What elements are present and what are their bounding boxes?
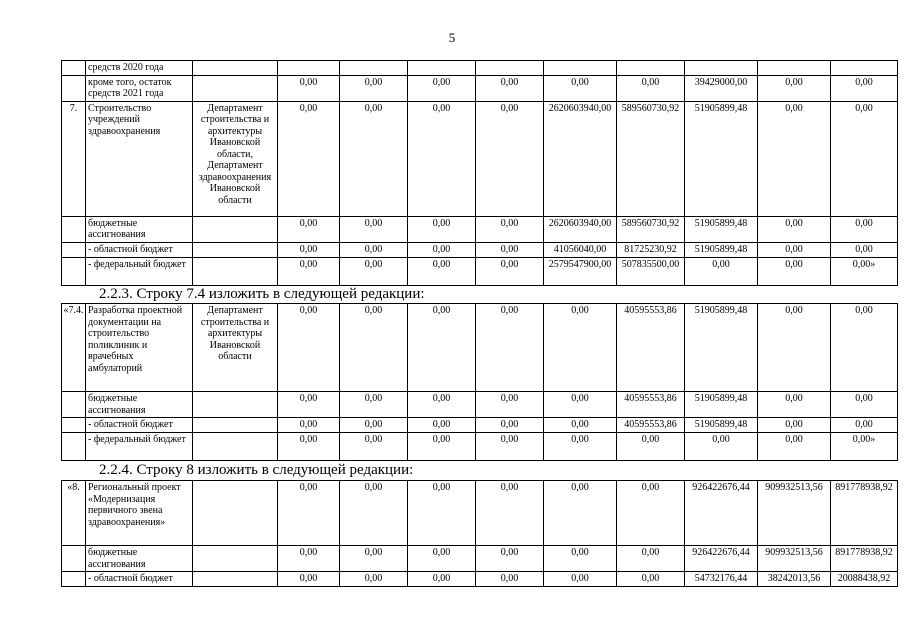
- amount-cell: 0,00: [758, 304, 831, 392]
- amount-cell: 0,00: [758, 75, 831, 101]
- row-number-cell: «7.4.: [62, 304, 86, 392]
- amount-cell: 507835500,00: [617, 257, 685, 285]
- amount-cell: 0,00: [544, 392, 617, 418]
- amount-cell: 0,00: [408, 257, 476, 285]
- amount-cell: 41056040,00: [544, 242, 617, 257]
- amount-cell: 0,00: [685, 432, 758, 460]
- amount-cell: 0,00: [476, 481, 544, 546]
- department-cell: [193, 75, 278, 101]
- amount-cell: 891778938,92: [831, 546, 898, 572]
- amount-cell: 0,00: [544, 418, 617, 433]
- amount-cell: 0,00: [340, 481, 408, 546]
- amount-cell: 909932513,56: [758, 546, 831, 572]
- row-number-cell: [62, 418, 86, 433]
- amount-cell: 0,00: [617, 572, 685, 587]
- amount-cell: 0,00: [408, 392, 476, 418]
- amount-cell: 54732176,44: [685, 572, 758, 587]
- amount-cell: 0,00: [685, 257, 758, 285]
- budget-table-row-7-4: [61, 303, 898, 461]
- amount-cell: 0,00: [408, 304, 476, 392]
- amount-cell: 0,00: [476, 392, 544, 418]
- amount-cell: 0,00: [544, 304, 617, 392]
- amount-cell: 926422676,44: [685, 546, 758, 572]
- amount-cell: 0,00: [278, 75, 340, 101]
- amount-cell: 0,00: [544, 546, 617, 572]
- amount-cell: [685, 61, 758, 76]
- amount-cell: 0,00: [278, 432, 340, 460]
- department-cell: [193, 572, 278, 587]
- amount-cell: [278, 61, 340, 76]
- amount-cell: 0,00: [758, 216, 831, 242]
- amount-cell: [617, 61, 685, 76]
- row-number-cell: [62, 572, 86, 587]
- amount-cell: 0,00: [476, 418, 544, 433]
- amount-cell: 0,00: [278, 257, 340, 285]
- amount-cell: 0,00: [278, 546, 340, 572]
- amount-cell: 2620603940,00: [544, 101, 617, 216]
- row-number-cell: [62, 257, 86, 285]
- amount-cell: 0,00: [408, 418, 476, 433]
- budget-table-continuation: [61, 60, 898, 286]
- amount-cell: 0,00: [408, 242, 476, 257]
- amount-cell: 0,00: [758, 101, 831, 216]
- amount-cell: 0,00: [758, 392, 831, 418]
- amount-cell: 0,00: [340, 392, 408, 418]
- amount-cell: 926422676,44: [685, 481, 758, 546]
- table-row: [62, 418, 898, 433]
- amount-cell: 909932513,56: [758, 481, 831, 546]
- department-cell: [193, 481, 278, 546]
- row-label-cell: Разработка проектной документации на строительство поликлиник и врачебных амбулаторий: [86, 304, 193, 392]
- amount-cell: 0,00: [831, 242, 898, 257]
- amount-cell: 51905899,48: [685, 418, 758, 433]
- amount-cell: 0,00: [476, 572, 544, 587]
- row-number-cell: [62, 432, 86, 460]
- table-row: [62, 572, 898, 587]
- amount-cell: 0,00: [617, 75, 685, 101]
- amount-cell: 51905899,48: [685, 242, 758, 257]
- table-row: [62, 216, 898, 242]
- amount-cell: 0,00: [476, 304, 544, 392]
- section-heading-2-2-4: 2.2.4. Строку 8 изложить в следующей редакции:: [99, 462, 414, 478]
- amount-cell: 20088438,92: [831, 572, 898, 587]
- amount-cell: 51905899,48: [685, 216, 758, 242]
- table-row: [62, 242, 898, 257]
- amount-cell: 40595553,86: [617, 304, 685, 392]
- department-cell: [193, 418, 278, 433]
- table-row: [62, 304, 898, 392]
- amount-cell: 0,00: [831, 418, 898, 433]
- amount-cell: 0,00: [408, 546, 476, 572]
- amount-cell: 0,00: [340, 216, 408, 242]
- row-label-cell: бюджетные ассигнования: [86, 392, 193, 418]
- amount-cell: 38242013,56: [758, 572, 831, 587]
- department-cell: [193, 257, 278, 285]
- amount-cell: 0,00: [278, 216, 340, 242]
- amount-cell: 0,00: [278, 392, 340, 418]
- amount-cell: 0,00: [831, 304, 898, 392]
- amount-cell: 0,00: [758, 257, 831, 285]
- amount-cell: 0,00: [476, 101, 544, 216]
- department-cell: [193, 242, 278, 257]
- amount-cell: 0,00: [340, 257, 408, 285]
- amount-cell: 0,00: [831, 75, 898, 101]
- table-row: [62, 481, 898, 546]
- row-number-cell: 7.: [62, 101, 86, 216]
- amount-cell: 589560730,92: [617, 101, 685, 216]
- amount-cell: 0,00: [408, 432, 476, 460]
- amount-cell: 0,00»: [831, 257, 898, 285]
- amount-cell: 0,00: [617, 432, 685, 460]
- table-row: [62, 101, 898, 216]
- amount-cell: 0,00: [617, 481, 685, 546]
- amount-cell: 0,00: [617, 546, 685, 572]
- amount-cell: 0,00: [758, 242, 831, 257]
- amount-cell: 0,00: [278, 418, 340, 433]
- amount-cell: 0,00: [278, 101, 340, 216]
- row-number-cell: [62, 392, 86, 418]
- amount-cell: [340, 61, 408, 76]
- department-cell: [193, 392, 278, 418]
- amount-cell: 0,00: [544, 432, 617, 460]
- table-row: [62, 61, 898, 76]
- amount-cell: 0,00: [340, 572, 408, 587]
- row-number-cell: [62, 75, 86, 101]
- amount-cell: 0,00: [544, 572, 617, 587]
- row-label-cell: Региональный проект «Модернизация первичного звена здравоохранения»: [86, 481, 193, 546]
- amount-cell: 0,00: [408, 216, 476, 242]
- table-row: [62, 75, 898, 101]
- amount-cell: 0,00: [544, 481, 617, 546]
- department-cell: [193, 216, 278, 242]
- row-number-cell: «8.: [62, 481, 86, 546]
- amount-cell: 40595553,86: [617, 392, 685, 418]
- department-cell: Департамент строительства и архитектуры Ивановской области: [193, 304, 278, 392]
- amount-cell: 0,00: [340, 242, 408, 257]
- amount-cell: 0,00: [831, 216, 898, 242]
- amount-cell: 0,00: [476, 257, 544, 285]
- amount-cell: 81725230,92: [617, 242, 685, 257]
- table-row: [62, 546, 898, 572]
- amount-cell: 2579547900,00: [544, 257, 617, 285]
- amount-cell: [408, 61, 476, 76]
- amount-cell: 51905899,48: [685, 101, 758, 216]
- amount-cell: 0,00: [340, 432, 408, 460]
- amount-cell: 0,00: [340, 101, 408, 216]
- budget-table-row-8: [61, 480, 898, 587]
- row-label-cell: - областной бюджет: [86, 418, 193, 433]
- amount-cell: 0,00: [278, 242, 340, 257]
- amount-cell: 0,00: [340, 304, 408, 392]
- amount-cell: 51905899,48: [685, 304, 758, 392]
- amount-cell: [758, 61, 831, 76]
- row-label-cell: - федеральный бюджет: [86, 432, 193, 460]
- section-heading-2-2-3: 2.2.3. Строку 7.4 изложить в следующей редакции:: [99, 286, 425, 302]
- row-label-cell: - федеральный бюджет: [86, 257, 193, 285]
- amount-cell: 0,00: [340, 418, 408, 433]
- department-cell: [193, 432, 278, 460]
- table-row: [62, 257, 898, 285]
- table-row: [62, 432, 898, 460]
- amount-cell: 0,00: [476, 546, 544, 572]
- amount-cell: 891778938,92: [831, 481, 898, 546]
- amount-cell: 0,00: [476, 75, 544, 101]
- amount-cell: 0,00: [408, 101, 476, 216]
- row-number-cell: [62, 61, 86, 76]
- amount-cell: 0,00: [476, 216, 544, 242]
- amount-cell: 0,00: [408, 572, 476, 587]
- amount-cell: 0,00: [278, 481, 340, 546]
- amount-cell: 0,00: [758, 418, 831, 433]
- amount-cell: 40595553,86: [617, 418, 685, 433]
- amount-cell: 0,00: [340, 75, 408, 101]
- amount-cell: 0,00: [476, 242, 544, 257]
- row-label-cell: Строительство учреждений здравоохранения: [86, 101, 193, 216]
- amount-cell: 0,00: [278, 572, 340, 587]
- amount-cell: 0,00: [408, 481, 476, 546]
- amount-cell: [831, 61, 898, 76]
- amount-cell: 51905899,48: [685, 392, 758, 418]
- row-number-cell: [62, 216, 86, 242]
- amount-cell: [544, 61, 617, 76]
- amount-cell: 0,00: [408, 75, 476, 101]
- row-label-cell: кроме того, остаток средств 2021 года: [86, 75, 193, 101]
- amount-cell: 0,00»: [831, 432, 898, 460]
- amount-cell: 0,00: [831, 101, 898, 216]
- row-label-cell: бюджетные ассигнования: [86, 546, 193, 572]
- amount-cell: 589560730,92: [617, 216, 685, 242]
- amount-cell: 0,00: [340, 546, 408, 572]
- row-label-cell: - областной бюджет: [86, 242, 193, 257]
- amount-cell: [476, 61, 544, 76]
- department-cell: [193, 546, 278, 572]
- amount-cell: 0,00: [278, 304, 340, 392]
- department-cell: [193, 61, 278, 76]
- amount-cell: 0,00: [758, 432, 831, 460]
- row-label-cell: - областной бюджет: [86, 572, 193, 587]
- row-number-cell: [62, 546, 86, 572]
- amount-cell: 39429000,00: [685, 75, 758, 101]
- amount-cell: 0,00: [544, 75, 617, 101]
- row-label-cell: бюджетные ассигнования: [86, 216, 193, 242]
- department-cell: Департамент строительства и архитектуры Ивановской области, Департамент здравоохранения Ивановской области: [193, 101, 278, 216]
- page-number: 5: [448, 30, 456, 45]
- amount-cell: 0,00: [476, 432, 544, 460]
- amount-cell: 2620603940,00: [544, 216, 617, 242]
- row-number-cell: [62, 242, 86, 257]
- amount-cell: 0,00: [831, 392, 898, 418]
- table-row: [62, 392, 898, 418]
- row-label-cell: средств 2020 года: [86, 61, 193, 76]
